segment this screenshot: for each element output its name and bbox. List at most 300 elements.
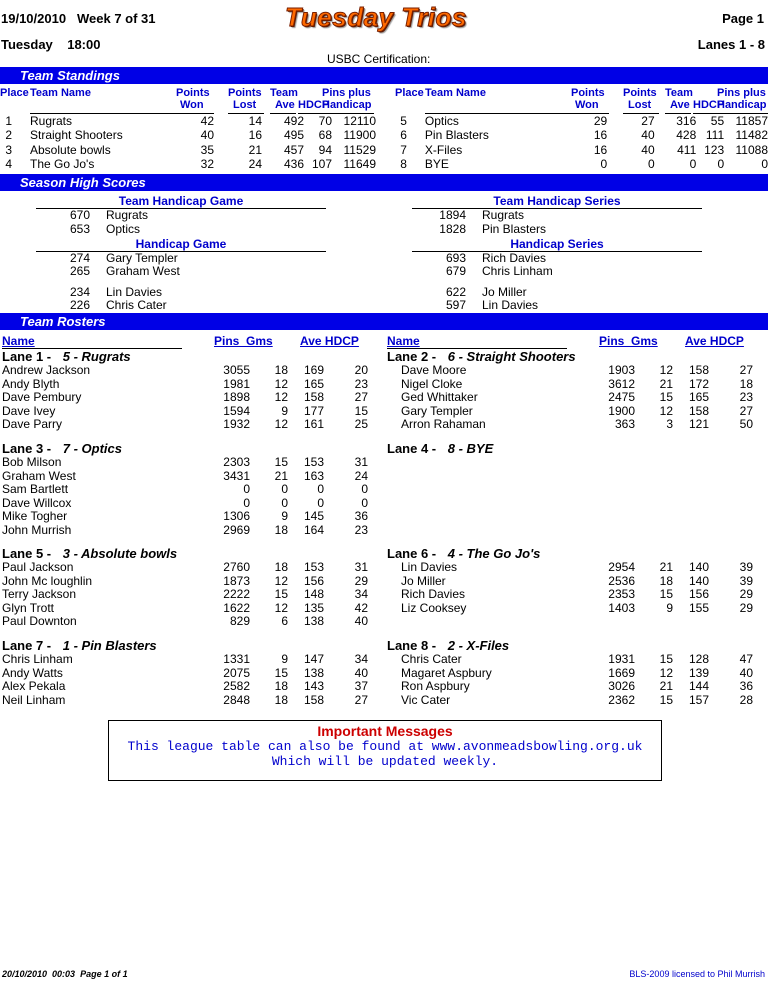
player-stat: 15 [274, 665, 288, 680]
player-stat: 9 [666, 600, 673, 615]
right-standings-header-9: Pins plus [717, 87, 766, 99]
player-stat: 163 [303, 468, 324, 483]
standings-cell: 40 [641, 142, 655, 157]
team-handicap-game-block [36, 194, 326, 312]
player-stat: 12 [274, 600, 288, 615]
player-stat: 18 [274, 692, 288, 707]
player-stat: 1931 [608, 652, 635, 667]
standings-cell: 42 [200, 114, 214, 129]
player-name: Liz Cooksey [401, 600, 467, 615]
high-score-name: Graham West [106, 264, 180, 279]
player-name: Chris Cater [401, 652, 462, 667]
high-score-value: 679 [445, 264, 466, 279]
player-stat: 165 [688, 390, 709, 405]
standings-cell: 495 [283, 128, 304, 143]
standings-cell: 0 [717, 157, 725, 172]
player-stat: 1669 [608, 665, 635, 680]
player-row [2, 405, 368, 419]
player-name: John Murrish [2, 522, 72, 537]
player-row [2, 418, 368, 432]
player-stat: 3612 [608, 376, 635, 391]
lane-team: 7 - Optics [59, 441, 122, 456]
player-row [2, 680, 368, 694]
standings-row [395, 114, 768, 128]
player-stat: 2075 [223, 665, 250, 680]
lane-roster-table [2, 653, 368, 707]
player-stat: 24 [354, 468, 368, 483]
player-stat: 31 [354, 560, 368, 575]
high-score-name: Jo Miller [482, 284, 527, 299]
player-stat: 158 [688, 403, 709, 418]
player-row [2, 470, 368, 484]
standings-cell: 1 [5, 114, 12, 129]
player-row [387, 378, 753, 392]
player-stat: 39 [739, 560, 753, 575]
player-name: Chris Linham [2, 652, 73, 667]
player-stat: 158 [303, 692, 324, 707]
important-messages-box [108, 720, 662, 781]
player-stat: 40 [354, 614, 368, 629]
player-stat: 155 [688, 600, 709, 615]
standings-cell: 11529 [343, 142, 376, 157]
player-stat: 138 [303, 665, 324, 680]
player-stat: 1331 [223, 652, 250, 667]
player-stat: 34 [354, 652, 368, 667]
player-stat: 0 [281, 482, 288, 497]
player-stat: 161 [303, 417, 324, 432]
player-row [387, 667, 753, 681]
team-name-cell: Straight Shooters [30, 128, 123, 143]
lane-roster-table [2, 364, 368, 432]
high-score-row [412, 286, 702, 299]
lane-roster-table [2, 456, 368, 537]
team-standings-bar: Team Standings [0, 67, 768, 84]
team-handicap-series-title: Team Handicap Series [493, 194, 621, 208]
lanes-label: Lanes 1 - 8 [697, 37, 765, 52]
lane-heading [2, 349, 131, 364]
player-stat: 15 [659, 652, 673, 667]
right-standings-header-5: Lost [628, 99, 652, 111]
player-row [387, 561, 753, 575]
player-stat: 0 [281, 495, 288, 510]
high-score-value: 226 [69, 298, 90, 313]
player-name: Ged Whittaker [401, 390, 478, 405]
messages-line-2: Which will be updated weekly. [271, 754, 499, 769]
player-row [2, 524, 368, 538]
standings-cell: 0 [647, 157, 655, 172]
high-score-value: 622 [445, 284, 466, 299]
player-stat: 27 [739, 403, 753, 418]
player-row [2, 364, 368, 378]
player-row [2, 378, 368, 392]
player-stat: 29 [739, 600, 753, 615]
player-stat: 15 [659, 390, 673, 405]
player-stat: 34 [354, 587, 368, 602]
day-time: Tuesday 18:00 [1, 37, 101, 52]
high-score-value: 597 [445, 298, 466, 313]
player-row [2, 588, 368, 602]
player-stat: 12 [659, 665, 673, 680]
standings-cell: 16 [593, 128, 608, 143]
left-standings-header-5: Lost [233, 99, 257, 111]
player-row [2, 391, 368, 405]
right-standings-header-1: Team Name [425, 87, 486, 99]
player-stat: 27 [739, 363, 753, 378]
player-row [2, 694, 368, 708]
footer-print-info: 20/10/2010 00:03 Page 1 of 1 [2, 969, 128, 979]
player-name: Andy Blyth [2, 376, 60, 391]
standings-cell: 11088 [735, 142, 768, 157]
player-stat: 27 [354, 390, 368, 405]
player-stat: 1873 [223, 573, 250, 588]
standings-cell: 11900 [343, 128, 376, 143]
player-stat: 9 [281, 403, 288, 418]
standings-row [0, 128, 376, 142]
team-name-cell: BYE [424, 157, 449, 172]
high-score-value: 274 [69, 250, 90, 265]
high-score-row [412, 299, 702, 312]
player-stat: 15 [659, 587, 673, 602]
team-rosters-bar: Team Rosters [0, 313, 768, 330]
player-stat: 2303 [223, 455, 250, 470]
player-stat: 18 [659, 573, 673, 588]
player-name: Graham West [2, 468, 76, 483]
player-stat: 1898 [223, 390, 250, 405]
lane-number: Lane 6 - [387, 546, 437, 561]
player-stat: 12 [274, 390, 288, 405]
player-stat: 165 [303, 376, 324, 391]
player-name: Sam Bartlett [2, 482, 69, 497]
lane-heading [387, 546, 540, 561]
player-stat: 158 [688, 363, 709, 378]
week-label: Week 7 of 31 [77, 11, 156, 26]
player-stat: 12 [659, 403, 673, 418]
left-standings-header-3: Won [180, 99, 204, 111]
standings-cell: 24 [248, 157, 262, 172]
high-score-value: 234 [69, 284, 90, 299]
player-row [387, 418, 753, 432]
player-row [2, 653, 368, 667]
standings-cell: 3 [5, 142, 12, 157]
team-name-cell: X-Files [424, 142, 463, 157]
team-handicap-game-table [36, 209, 326, 236]
player-stat: 2954 [608, 560, 635, 575]
player-stat: 829 [229, 614, 250, 629]
handicap-game-title: Handicap Game [135, 236, 227, 251]
player-stat: 47 [739, 652, 753, 667]
lane-roster-table [387, 561, 753, 615]
high-score-row [36, 299, 326, 312]
player-stat: 135 [303, 600, 324, 615]
player-name: Arron Rahaman [401, 417, 486, 432]
player-stat: 156 [688, 587, 709, 602]
right-standings-header-0: Place [395, 87, 424, 99]
player-stat: 42 [354, 600, 368, 615]
right-standings-header-4: Points [623, 87, 657, 99]
standings-row [395, 128, 768, 142]
high-score-row [412, 252, 702, 265]
player-name: Terry Jackson [2, 587, 77, 602]
high-score-value: 1894 [439, 208, 466, 223]
right-roster-header-pins: Pins Gms [599, 334, 658, 348]
high-score-value: 1828 [439, 221, 466, 236]
player-name: Vic Cater [401, 692, 451, 707]
standings-cell: 0 [761, 157, 768, 172]
player-stat: 157 [688, 692, 709, 707]
player-stat: 18 [274, 522, 288, 537]
player-name: John Mc loughlin [2, 573, 93, 588]
team-handicap-series-table [412, 209, 702, 236]
lane-heading [387, 638, 509, 653]
player-name: Dave Pembury [2, 390, 82, 405]
player-stat: 15 [659, 692, 673, 707]
standings-cell: 8 [400, 157, 407, 172]
player-stat: 2582 [223, 679, 250, 694]
player-stat: 0 [243, 495, 250, 510]
lane-number: Lane 8 - [387, 638, 437, 653]
left-standings-header-0: Place [0, 87, 29, 99]
player-stat: 139 [688, 665, 709, 680]
player-row [2, 561, 368, 575]
player-stat: 28 [739, 692, 753, 707]
high-score-row [36, 265, 326, 278]
standings-cell: 457 [283, 142, 304, 157]
standings-cell: 16 [593, 142, 608, 157]
left-roster-header-ave: Ave HDCP [300, 334, 359, 348]
right-roster-header-ave: Ave HDCP [685, 334, 744, 348]
right-standings-header-7: Ave [670, 99, 690, 111]
player-name: Magaret Aspbury [401, 665, 492, 680]
high-score-name: Lin Davies [482, 298, 539, 313]
standings-cell: 0 [600, 157, 608, 172]
left-roster-header-name: Name [2, 334, 35, 348]
player-name: Dave Moore [401, 363, 467, 378]
high-score-name: Rugrats [482, 208, 525, 223]
high-score-row [36, 222, 326, 235]
high-score-name: Lin Davies [106, 284, 163, 299]
player-name: Paul Downton [2, 614, 77, 629]
standings-cell: 27 [641, 114, 655, 129]
team-name-cell: Pin Blasters [424, 128, 489, 143]
standings-cell: 111 [705, 128, 725, 143]
footer-license: BLS-2009 licensed to Phil Murrish [629, 969, 765, 979]
player-row [387, 680, 753, 694]
lane-number: Lane 7 - [2, 638, 52, 653]
player-stat: 23 [354, 522, 368, 537]
left-standings-header-2: Points [176, 87, 210, 99]
left-standings-header-7: Ave [275, 99, 295, 111]
lane-roster-table [2, 561, 368, 629]
player-name: Glyn Trott [2, 600, 55, 615]
handicap-series-title: Handicap Series [510, 236, 604, 251]
lane-heading [2, 638, 157, 653]
left-standings-header-8: HDCP [298, 99, 330, 111]
right-standings-header-2: Points [571, 87, 605, 99]
lane-number: Lane 5 - [2, 546, 52, 561]
player-stat: 147 [303, 652, 324, 667]
player-stat: 3026 [608, 679, 635, 694]
right-roster-header-name: Name [387, 334, 420, 348]
player-stat: 12 [274, 376, 288, 391]
player-name: Lin Davies [401, 560, 458, 575]
player-name: Paul Jackson [2, 560, 74, 575]
league-title: Tuesday Trios [285, 2, 467, 32]
certification: USBC Certification: [327, 52, 431, 66]
standings-cell: 316 [676, 114, 697, 129]
standings-cell: 35 [200, 142, 214, 157]
player-name: Gary Templer [401, 403, 473, 418]
team-name-cell: Rugrats [30, 114, 73, 129]
standings-row [0, 143, 376, 157]
player-stat: 23 [354, 376, 368, 391]
player-stat: 12 [659, 363, 673, 378]
player-stat: 3431 [223, 468, 250, 483]
player-stat: 153 [303, 560, 324, 575]
high-score-row [36, 252, 326, 265]
player-stat: 1622 [223, 600, 250, 615]
lane-team: 2 - X-Files [444, 638, 510, 653]
player-stat: 140 [688, 560, 709, 575]
player-stat: 20 [354, 363, 368, 378]
standings-cell: 11649 [343, 157, 376, 172]
left-standings-header-9: Pins plus [322, 87, 371, 99]
left-standings-header-4: Points [228, 87, 262, 99]
left-roster-header-pins: Pins Gms [214, 334, 273, 348]
player-stat: 2848 [223, 692, 250, 707]
standings-cell: 94 [318, 142, 332, 157]
high-score-value: 265 [69, 264, 90, 279]
player-name: Andy Watts [2, 665, 63, 680]
high-score-row [412, 265, 702, 278]
player-stat: 1981 [223, 376, 250, 391]
player-row [2, 497, 368, 511]
left-standings-table [0, 114, 376, 171]
player-row [387, 364, 753, 378]
lane-number: Lane 1 - [2, 349, 52, 364]
high-score-name: Rugrats [106, 208, 149, 223]
standings-cell: 68 [318, 128, 332, 143]
player-stat: 3 [666, 417, 673, 432]
player-stat: 27 [354, 692, 368, 707]
left-standings-header-1: Team Name [30, 87, 91, 99]
messages-line-1: This league table can also be found at www.avonmeadsbowling.org.uk [127, 739, 643, 754]
handicap-game-table [36, 252, 326, 313]
team-name-cell: Optics [424, 114, 459, 129]
player-stat: 9 [281, 652, 288, 667]
high-score-name: Chris Linham [482, 264, 553, 279]
right-standings-header-6: Team [665, 87, 693, 99]
player-stat: 37 [354, 679, 368, 694]
standings-row [0, 157, 376, 171]
high-score-name: Pin Blasters [482, 221, 547, 236]
player-stat: 18 [274, 679, 288, 694]
standings-cell: 0 [689, 157, 697, 172]
high-score-value: 693 [445, 250, 466, 265]
player-name: Rich Davies [401, 587, 466, 602]
handicap-series-table [412, 252, 702, 313]
standings-cell: 492 [283, 114, 304, 129]
standings-cell: 40 [200, 128, 214, 143]
player-stat: 15 [274, 587, 288, 602]
player-stat: 153 [303, 455, 324, 470]
right-standings-header-8: HDCP [693, 99, 725, 111]
player-name: Bob Milson [2, 455, 62, 470]
player-stat: 0 [361, 495, 368, 510]
player-stat: 6 [281, 614, 288, 629]
standings-cell: 12110 [343, 114, 376, 129]
player-stat: 31 [354, 455, 368, 470]
player-stat: 15 [354, 403, 368, 418]
high-score-name: Gary Templer [106, 250, 178, 265]
player-stat: 164 [303, 522, 324, 537]
player-stat: 158 [303, 390, 324, 405]
player-stat: 128 [688, 652, 709, 667]
player-name: Dave Parry [2, 417, 63, 432]
player-name: Jo Miller [401, 573, 446, 588]
team-name-cell: Absolute bowls [30, 142, 111, 157]
player-row [2, 602, 368, 616]
player-stat: 1594 [223, 403, 250, 418]
player-stat: 145 [303, 509, 324, 524]
player-row [387, 653, 753, 667]
player-row [387, 588, 753, 602]
player-stat: 29 [354, 573, 368, 588]
right-standings-header-3: Won [575, 99, 599, 111]
player-stat: 36 [354, 509, 368, 524]
standings-row [0, 114, 376, 128]
player-stat: 0 [317, 495, 324, 510]
player-stat: 140 [688, 573, 709, 588]
team-handicap-series-block [412, 194, 702, 312]
high-score-row [412, 209, 702, 222]
player-name: Nigel Cloke [401, 376, 463, 391]
standings-cell: 40 [641, 128, 655, 143]
player-stat: 169 [303, 363, 324, 378]
player-stat: 50 [739, 417, 753, 432]
player-stat: 12 [274, 417, 288, 432]
standings-cell: 107 [311, 157, 332, 172]
lane-number: Lane 4 - [387, 441, 437, 456]
standings-row [395, 143, 768, 157]
page-label: Page 1 [722, 11, 764, 26]
standings-cell: 14 [248, 114, 262, 129]
player-stat: 144 [688, 679, 709, 694]
player-stat: 1306 [223, 509, 250, 524]
player-stat: 0 [243, 482, 250, 497]
lane-team: 4 - The Go Jo's [444, 546, 541, 561]
player-stat: 0 [317, 482, 324, 497]
high-score-value: 653 [69, 221, 90, 236]
standings-cell: 4 [5, 157, 12, 172]
player-stat: 1403 [608, 600, 635, 615]
player-stat: 9 [281, 509, 288, 524]
lane-team: 3 - Absolute bowls [59, 546, 178, 561]
player-name: Ron Aspbury [401, 679, 470, 694]
player-stat: 21 [659, 679, 673, 694]
player-stat: 12 [274, 573, 288, 588]
standings-cell: 428 [676, 128, 697, 143]
player-stat: 1903 [608, 363, 635, 378]
player-stat: 36 [739, 679, 753, 694]
player-row [387, 575, 753, 589]
player-stat: 23 [739, 390, 753, 405]
lane-roster-table [387, 653, 753, 707]
team-name-cell: The Go Jo's [30, 157, 95, 172]
standings-row [395, 157, 768, 171]
player-stat: 2969 [223, 522, 250, 537]
player-stat: 3055 [223, 363, 250, 378]
standings-cell: 2 [5, 128, 12, 143]
